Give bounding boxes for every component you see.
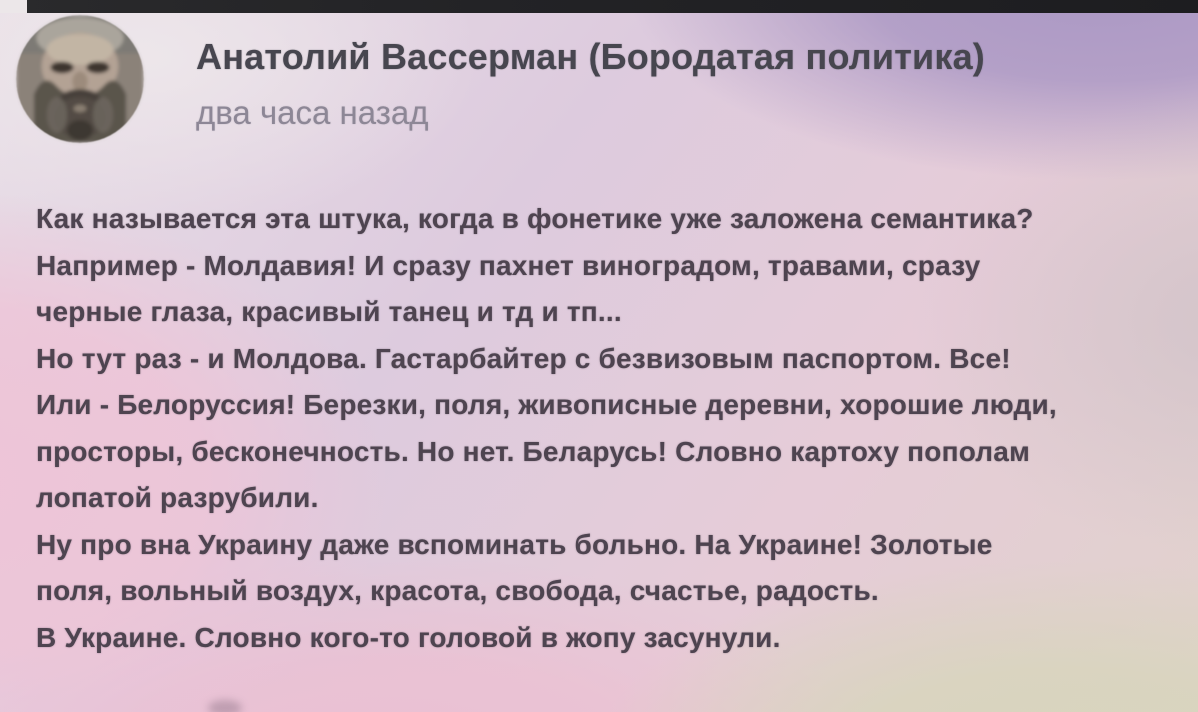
cropped-ui-element	[208, 700, 242, 712]
post-text-line: лопатой разрубили.	[36, 482, 319, 513]
post-text-line: Но тут раз - и Молдова. Гастарбайтер с безвизовым паспортом. Все!	[36, 342, 1011, 374]
avatar-portrait-image	[16, 15, 144, 143]
post-body	[36, 196, 1176, 661]
post-text-line: В Украине. Словно кого-то головой в жопу засунули.	[36, 621, 781, 653]
post-text-line: черные глаза, красивый танец и тд и тп...	[36, 296, 622, 327]
post-text-line: Как называется эта штука, когда в фонетике уже заложена семантика?	[36, 203, 1034, 234]
avatar[interactable]	[16, 15, 144, 143]
post-text-line: просторы, бесконечность. Но нет. Беларусь! Словно картоху пополам	[36, 435, 1030, 467]
post-text-line: Или - Белоруссия! Березки, поля, живописные деревни, хорошие люди,	[36, 389, 1057, 420]
post-text-line: поля, вольный воздух, красота, свобода, счастье, радость.	[36, 575, 879, 606]
screen-top-edge	[0, 0, 1198, 13]
post-text-line: Например - Молдавия! И сразу пахнет виноградом, травами, сразу	[36, 249, 981, 281]
post-text-line: Ну про вна Украину даже вспоминать больно. На Украине! Золотые	[36, 528, 993, 560]
screen-top-notch	[0, 0, 27, 13]
author-name[interactable]: Анатолий Вассерман (Бородатая политика)	[196, 36, 985, 77]
post-timestamp: два часа назад	[196, 94, 429, 131]
